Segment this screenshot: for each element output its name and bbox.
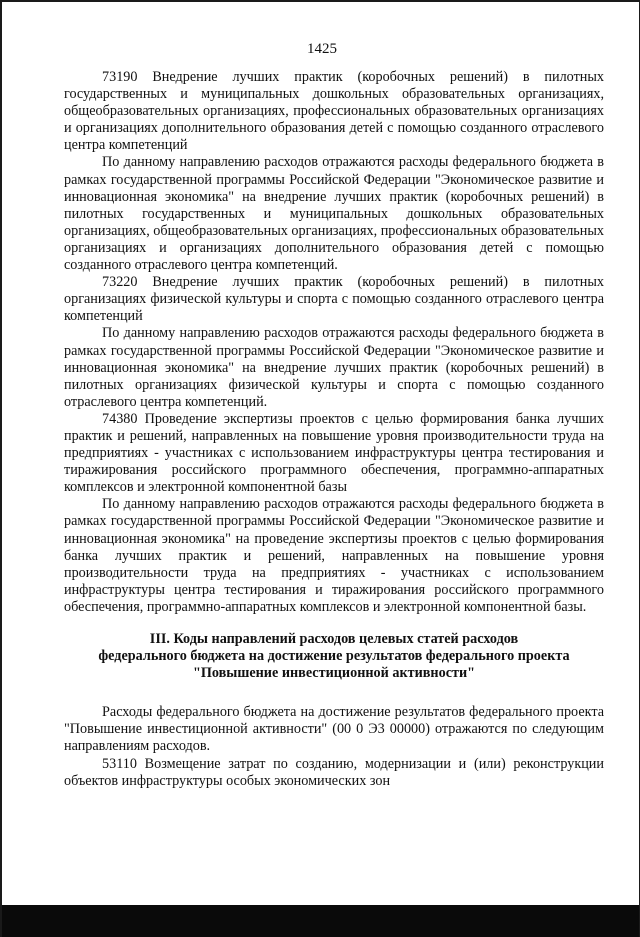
paragraph-74380-title: 74380 Проведение экспертизы проектов с целью формирования банка лучших практик и решений, направленных на повышение уровня производительности труда на предприятиях - участниках с использованием инфраструктуры центра тестирования и тиражирования российского программного обеспечения, программно-аппаратных комплексов и электронной компонентной базы: [64, 410, 604, 496]
paragraph-73220-description: По данному направлению расходов отражаются расходы федерального бюджета в рамках государственной программы Российской Федерации "Экономическое развитие и инновационная экономика" на внедрение лучших практик (коробочных решений) в пилотных организациях физической культуры и спорта с помощью созданного отраслевого центра компетенций.: [64, 325, 604, 410]
section-heading-line-2: федерального бюджета на достижение результатов федерального проекта: [98, 648, 570, 665]
paragraph-53110-title: 53110 Возмещение затрат по созданию, модернизации и (или) реконструкции объектов инфраструктуры особых экономических зон: [64, 755, 604, 789]
scan-bottom-edge: [2, 905, 639, 937]
section-heading-line-1: III. Коды направлений расходов целевых статей расходов: [149, 631, 519, 647]
section-heading-line-3: "Повышение инвестиционной активности": [192, 665, 476, 682]
paragraph-73220-title: 73220 Внедрение лучших практик (коробочных решений) в пилотных организациях физической культуры и спорта с помощью созданного отраслевого центра компетенций: [64, 274, 604, 325]
paragraph-74380-description: По данному направлению расходов отражаются расходы федерального бюджета в рамках государственной программы Российской Федерации "Экономическое развитие и инновационная экономика" на проведение экспертизы проектов с целью формирования банка лучших практик и решений, направленных на повышение уровня производительности труда на предприятиях - участниках с использованием инфраструктуры центра тестирования и тиражирования российского программного обеспечения, программно-аппаратных комплексов и электронной компонентной базы.: [64, 496, 604, 615]
document-body: [64, 69, 604, 790]
section-heading: [64, 631, 604, 682]
paragraph-73190-title: 73190 Внедрение лучших практик (коробочных решений) в пилотных государственных и муниципальных дошкольных образовательных организациях, общеобразовательных организациях, профессиональных образовательных организациях и организациях дополнительного образования детей с помощью созданного отраслевого центра компетенций: [64, 69, 604, 154]
page-number: 1425: [307, 41, 337, 57]
paragraph-73190-description: По данному направлению расходов отражаются расходы федерального бюджета в рамках государственной программы Российской Федерации "Экономическое развитие и инновационная экономика" на внедрение лучших практик (коробочных решений) в пилотных государственных и муниципальных дошкольных образовательных организациях, общеобразовательных организациях, профессиональных образовательных организациях и организациях дополнительного образования детей с помощью созданного отраслевого центра компетенций.: [64, 154, 604, 274]
paragraph-section-intro: Расходы федерального бюджета на достижение результатов федерального проекта "Повышение инвестиционной активности" (00 0 Э3 00000) отражаются по следующим направлениям расходов.: [64, 704, 604, 755]
